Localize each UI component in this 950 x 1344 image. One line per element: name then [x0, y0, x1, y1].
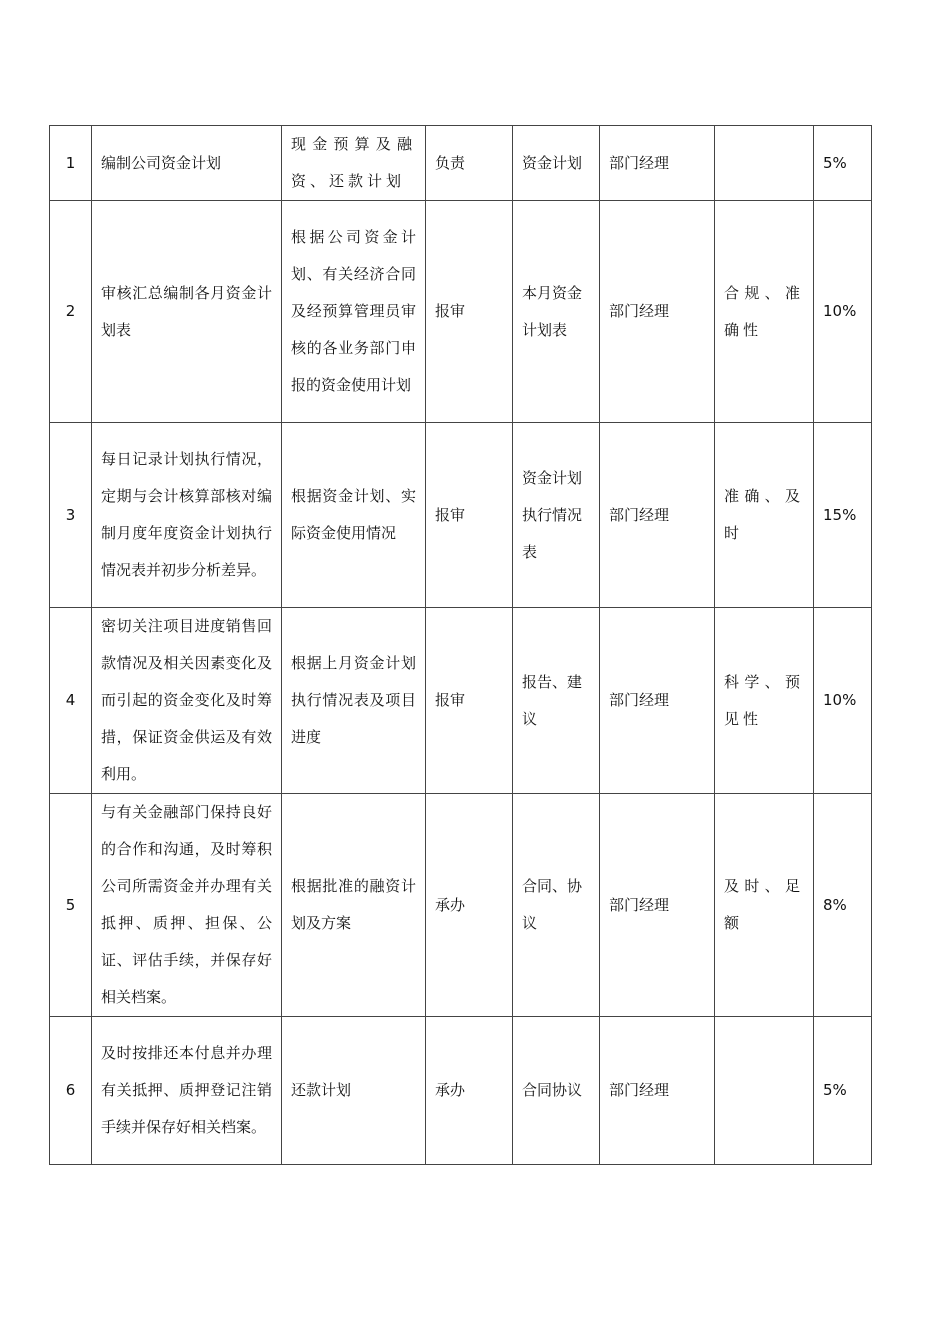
reviewer-cell: 部门经理 [600, 608, 715, 794]
row-number: 1 [50, 126, 92, 201]
standard-cell: 合规、准确性 [715, 201, 814, 423]
standard-cell [715, 126, 814, 201]
output-cell: 本月资金计划表 [513, 201, 600, 423]
table-row [50, 1017, 872, 1165]
output-cell: 资金计划 [513, 126, 600, 201]
task-cell: 每日记录计划执行情况，定期与会计核算部核对编制月度年度资金计划执行情况表并初步分析差异。 [92, 423, 282, 608]
reviewer-cell: 部门经理 [600, 423, 715, 608]
duty-table [49, 125, 872, 1165]
standard-cell [715, 1017, 814, 1165]
row-number: 6 [50, 1017, 92, 1165]
output-cell: 合同、协议 [513, 794, 600, 1017]
basis-cell: 根据批准的融资计划及方案 [282, 794, 426, 1017]
table-row [50, 794, 872, 1017]
weight-cell: 10% [814, 608, 872, 794]
output-cell: 合同协议 [513, 1017, 600, 1165]
row-number: 5 [50, 794, 92, 1017]
weight-cell: 5% [814, 1017, 872, 1165]
authority-cell: 报审 [426, 608, 513, 794]
authority-cell: 承办 [426, 1017, 513, 1165]
task-cell: 密切关注项目进度销售回款情况及相关因素变化及而引起的资金变化及时筹措，保证资金供运及有效利用。 [92, 608, 282, 794]
basis-cell: 现金预算及融资、还款计划 [282, 126, 426, 201]
reviewer-cell: 部门经理 [600, 126, 715, 201]
output-cell: 资金计划执行情况表 [513, 423, 600, 608]
basis-cell: 根据资金计划、实际资金使用情况 [282, 423, 426, 608]
row-number: 2 [50, 201, 92, 423]
table-row [50, 423, 872, 608]
weight-cell: 15% [814, 423, 872, 608]
table-row [50, 201, 872, 423]
weight-cell: 8% [814, 794, 872, 1017]
row-number: 4 [50, 608, 92, 794]
standard-cell: 准确、及时 [715, 423, 814, 608]
authority-cell: 承办 [426, 794, 513, 1017]
task-cell: 与有关金融部门保持良好的合作和沟通，及时筹积公司所需资金并办理有关抵押、质押、担保、公证、评估手续，并保存好相关档案。 [92, 794, 282, 1017]
output-cell: 报告、建议 [513, 608, 600, 794]
basis-cell: 根据公司资金计划、有关经济合同及经预算管理员审核的各业务部门申报的资金使用计划 [282, 201, 426, 423]
weight-cell: 10% [814, 201, 872, 423]
authority-cell: 负责 [426, 126, 513, 201]
task-cell: 审核汇总编制各月资金计划表 [92, 201, 282, 423]
standard-cell: 及时、足额 [715, 794, 814, 1017]
row-number: 3 [50, 423, 92, 608]
task-cell: 及时按排还本付息并办理有关抵押、质押登记注销手续并保存好相关档案。 [92, 1017, 282, 1165]
authority-cell: 报审 [426, 423, 513, 608]
standard-cell: 科学、预见性 [715, 608, 814, 794]
reviewer-cell: 部门经理 [600, 1017, 715, 1165]
weight-cell: 5% [814, 126, 872, 201]
basis-cell: 还款计划 [282, 1017, 426, 1165]
authority-cell: 报审 [426, 201, 513, 423]
table-row [50, 608, 872, 794]
task-cell: 编制公司资金计划 [92, 126, 282, 201]
table-row [50, 126, 872, 201]
reviewer-cell: 部门经理 [600, 201, 715, 423]
basis-cell: 根据上月资金计划执行情况表及项目进度 [282, 608, 426, 794]
reviewer-cell: 部门经理 [600, 794, 715, 1017]
